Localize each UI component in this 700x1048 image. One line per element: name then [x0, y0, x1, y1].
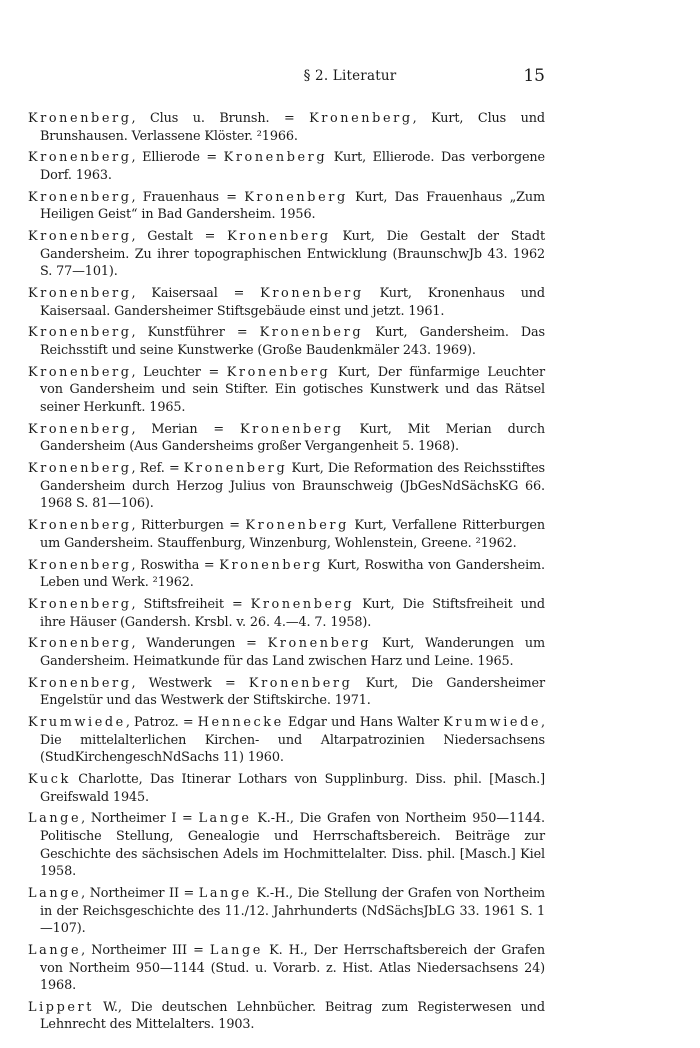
entry-author: Krumwiede [443, 715, 542, 731]
entry-author: Kronenberg [309, 111, 413, 126]
entry-key: Krumwiede [28, 715, 126, 731]
bibliography-entry: Kronenberg, Stiftsfreiheit = Kronenberg Kurt, Die Stiftsfreiheit und ihre Häuser (Gandersh. Krsbl. v. 26. 4.—4. 7. 1958). [28, 596, 545, 630]
running-head: § 2. Literatur [303, 68, 397, 84]
page-header [0, 66, 700, 90]
entry-key: Kuck [28, 772, 71, 787]
entry-author: Kronenberg [248, 675, 353, 691]
page-number: 15 [523, 66, 545, 86]
entry-author: Hennecke [197, 715, 284, 731]
bibliography-entry: Kronenberg, Ritterburgen = Kronenberg Kurt, Verfallene Ritterburgen um Gandersheim. Stauffenburg, Winzenburg, Wohlenstein, Greene. ²1962. [28, 518, 545, 551]
entry-key: Kronenberg [28, 364, 132, 380]
entry-key: Kronenberg [28, 636, 132, 652]
bibliography-entry: Kronenberg, Frauenhaus = Kronenberg Kurt, Das Frauenhaus „Zum Heiligen Geist“ in Bad Gandersheim. 1956. [28, 189, 546, 223]
bibliography-entry: Lange, Northeimer III = Lange K. H., Der Herrschaftsbereich der Grafen von Northeim 950—1144 (Stud. u. Vorarb. z. Hist. Atlas Niedersachsens 24) 1968. [28, 942, 545, 994]
bibliography-entry: Kronenberg, Westwerk = Kronenberg Kurt, Die Gandersheimer Engelstür und das Westwerk der Stiftskirche. 1971. [28, 675, 545, 709]
entry-author: Kronenberg [259, 325, 364, 341]
entry-author: Kronenberg [226, 364, 331, 380]
entry-author: Kronenberg [227, 229, 331, 245]
bibliography-entry: Kronenberg, Kaisersaal = Kronenberg Kurt, Kronenhaus und Kaisersaal. Gandersheimer Stiftsgebäude einst und jetzt. 1961. [28, 286, 546, 319]
entry-key: Kronenberg [28, 596, 132, 612]
bibliography-entry: Lippert W., Die deutschen Lehnbücher. Beitrag zum Registerwesen und Lehnrecht des Mittelalters. 1903. [28, 999, 545, 1033]
entry-key: Lippert [28, 999, 95, 1015]
entry-key: Kronenberg [28, 189, 132, 205]
bibliography-entry: Kuck Charlotte, Das Itinerar Lothars von Supplinburg. Diss. phil. [Masch.] Greifswald 1945. [28, 772, 545, 805]
entry-key: Lange [28, 942, 82, 958]
entry-key: Kronenberg [28, 229, 132, 245]
bibliography-entry: Kronenberg, Leuchter = Kronenberg Kurt, Der fünfarmige Leuchter von Gandersheim und sein Stifter. Ein gotisches Kunstwerk und das Rätsel seiner Herkunft. 1965. [28, 364, 545, 416]
entry-author: Kronenberg [219, 557, 323, 573]
entry-key: Kronenberg [28, 150, 132, 166]
bibliography-entry: Kronenberg, Clus u. Brunsh. = Kronenberg, Kurt, Clus und Brunshausen. Verlassene Klöster. ²1966. [28, 111, 545, 144]
entry-author: Lange [209, 942, 263, 958]
bibliography-entry: Kronenberg, Kunstführer = Kronenberg Kurt, Gandersheim. Das Reichsstift und seine Kunstwerke (Große Baudenkmäler 243. 1969). [28, 325, 546, 359]
bibliography-entry: Kronenberg, Roswitha = Kronenberg Kurt, Roswitha von Gandersheim. Leben und Werk. ²1962. [28, 557, 546, 591]
bibliography-entry: Kronenberg, Wanderungen = Kronenberg Kurt, Wanderungen um Gandersheim. Heimatkunde für das Land zwischen Harz und Leine. 1965. [28, 636, 545, 669]
entry-key: Kronenberg [28, 675, 132, 691]
entry-key: Lange [28, 811, 82, 827]
entry-key: Lange [28, 885, 82, 901]
bibliography-entry: Lange, Northeimer II = Lange K.-H., Die Stellung der Grafen von Northeim in der Reichsgeschichte des 11./12. Jahrhunderts (NdSächsJbLG 33. 1961 S. 1—107). [28, 885, 546, 937]
entry-key: Kronenberg [28, 325, 132, 341]
bibliography-entry: Kronenberg, Merian = Kronenberg Kurt, Mit Merian durch Gandersheim (Aus Gandersheims großer Vergangenheit 5. 1968). [28, 421, 545, 455]
entry-author: Kronenberg [244, 189, 348, 205]
entry-key: Kronenberg [28, 286, 132, 302]
entry-key: Kronenberg [28, 111, 132, 126]
entry-author: Kronenberg [240, 421, 344, 437]
entry-author: Lange [198, 811, 252, 827]
entry-key: Kronenberg [28, 518, 132, 534]
entry-key: Kronenberg [28, 557, 132, 573]
entry-author: Kronenberg [245, 518, 349, 534]
entry-author: Kronenberg [183, 461, 288, 477]
bibliography-entry: Krumwiede, Patroz. = Hennecke Edgar und Hans Walter Krumwiede, Die mittelalterlichen Kirchen- und Altarpatrozinien Niedersachsens (StudKirchengeschNdSachs 11) 1960. [28, 715, 545, 766]
entry-key: Kronenberg [28, 461, 132, 477]
entry-author: Lange [198, 885, 252, 901]
bibliography-list [28, 110, 545, 1038]
entry-author: Kronenberg [267, 636, 372, 652]
bibliography-entry: Lange, Northeimer I = Lange K.-H., Die Grafen von Northeim 950—1144. Politische Stellung, Genealogie und Herrschaftsbereich. Beiträge zur Geschichte des sächsischen Adels im Hochmittelalter. Diss. phil. [Masch.] Kiel 1958. [28, 811, 545, 880]
entry-key: Kronenberg [28, 421, 132, 437]
bibliography-entry: Kronenberg, Gestalt = Kronenberg Kurt, Die Gestalt der Stadt Gandersheim. Zu ihrer topographischen Entwicklung (BraunschwJb 43. 1962 S. 77—101). [28, 229, 545, 280]
entry-author: Kronenberg [223, 150, 328, 166]
entry-author: Kronenberg [260, 286, 364, 302]
entry-author: Kronenberg [250, 596, 355, 612]
bibliography-entry: Kronenberg, Ref. = Kronenberg Kurt, Die Reformation des Reichsstiftes Gandersheim durch Herzog Julius von Braunschweig (JbGesNdSächsKG 66. 1968 S. 81—106). [28, 461, 545, 512]
bibliography-entry: Kronenberg, Ellierode = Kronenberg Kurt, Ellierode. Das verborgene Dorf. 1963. [28, 150, 545, 183]
